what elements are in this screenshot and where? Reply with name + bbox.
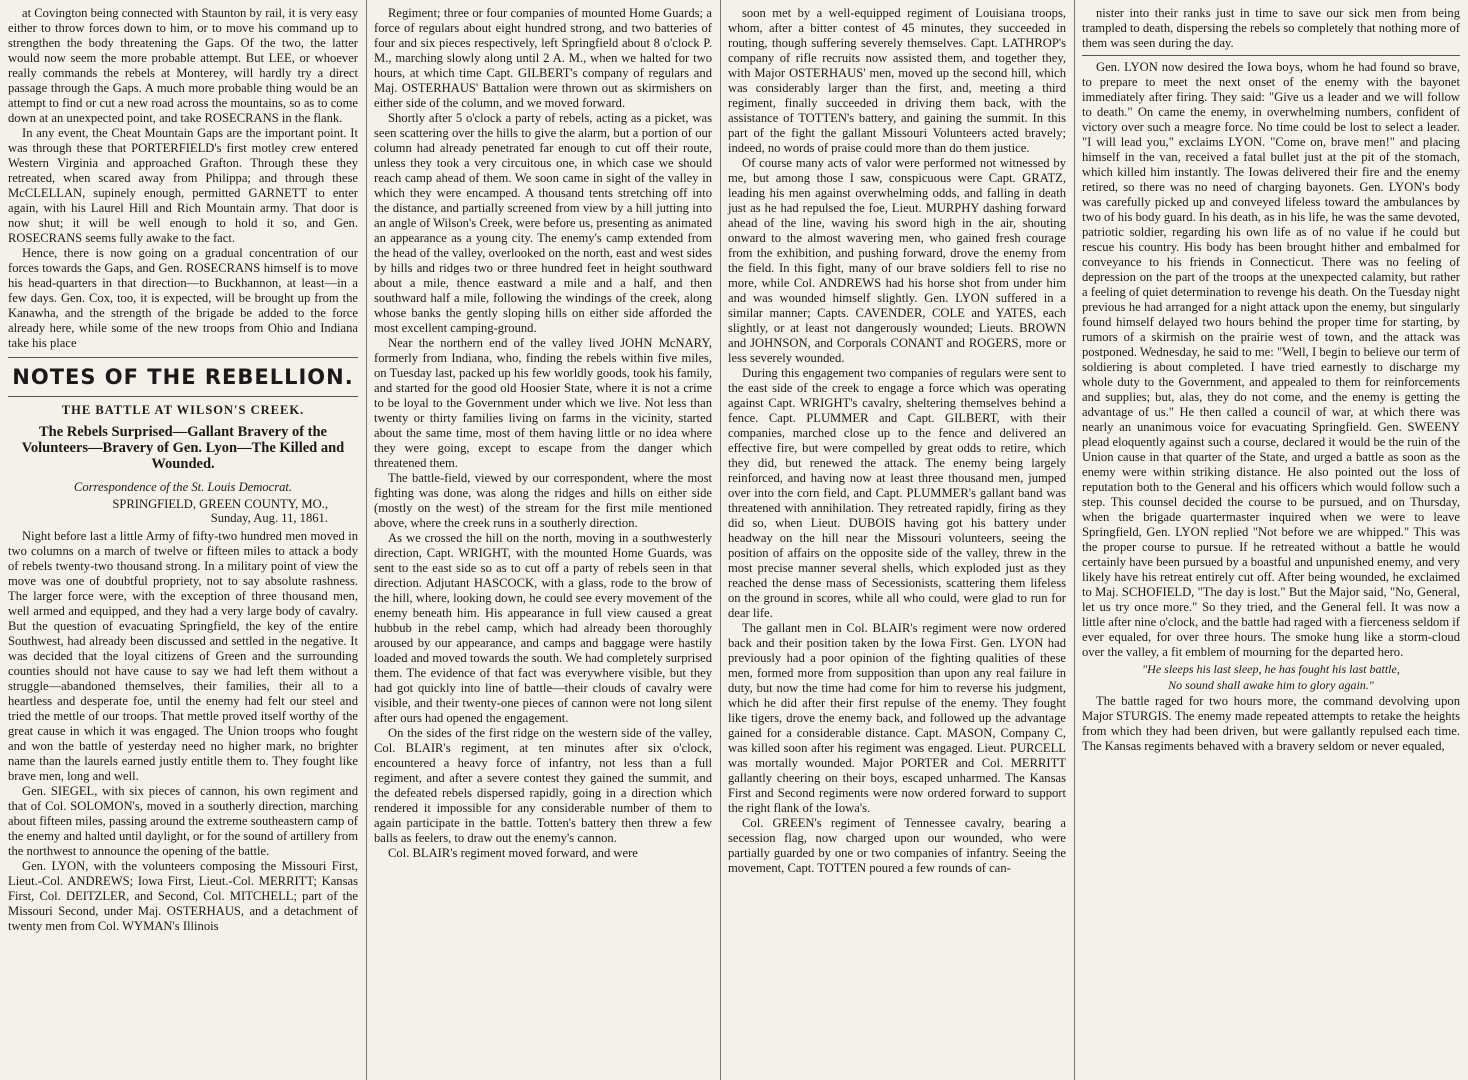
- divider: [8, 357, 358, 358]
- paragraph: Gen. SIEGEL, with six pieces of cannon, his own regiment and that of Col. SOLOMON's, moved in a southerly direction, marching about fifteen miles, passing around the extreme southeastern camp of the enemy and halted until daylight, or for the sound of artillery from the northwest to announce the opening of the battle.: [8, 784, 358, 858]
- verse-line: No sound shall awake him to glory again.": [1168, 678, 1374, 692]
- paragraph: Near the northern end of the valley lived JOHN McNARY, formerly from Indiana, who, finding the rebels within five miles, on Tuesday last, packed up his few worldly goods, took his family, and started for the good old Hoosier State, where it is not a crime to be loyal to the Government under which we live. Not less than twenty or thirty families living on farms in the vicinity, started about the same time, most of them having little or no idea where they were going, except to escape from the danger which threatened them.: [374, 336, 712, 470]
- dateline: [8, 497, 328, 525]
- column-2: [366, 0, 720, 1080]
- paragraph: nister into their ranks just in time to save our sick men from being trampled to death, dispersing the rebels so completely that nothing more of them was seen during the day.: [1082, 6, 1460, 50]
- paragraph: Of course many acts of valor were performed not witnessed by me, but among those I saw, conspicuous were Capt. GRATZ, leading his men against overwhelming odds, and falling in death just as he had repulsed the foe, Lieut. MURPHY dashing forward ahead of the line, waving his sword high in the air, shouting onward to the almost wavering men, who gained fresh courage from the exhibition, and pushing forward, drove the enemy from the field. In this fight, many of our brave soldiers fell to rise no more, while Col. ANDREWS had his horse shot from under him and was wounded himself slightly. Gen. LYON suffered in a similar manner; Capts. CAVENDER, COLE and YATES, each slightly, or at least not dangerously wounded; Lieuts. BROWN and JOHNSON, and Corporals CONANT and ROGERS, more or less severely wounded.: [728, 156, 1066, 365]
- paragraph: Shortly after 5 o'clock a party of rebels, acting as a picket, was seen scattering over the hills to give the alarm, but a portion of our column had already penetrated far enough to cut off their route, unless they took a very circuitous one, in which case we should reach camp ahead of them. We soon came in sight of the valley in which they were encamped. A thousand tents stretching off into the distance, and partially screened from view by a hill jutting into an angle of Wilson's Creek, were before us, presenting as animated an appearance as a young city. The enemy's camp extended from the head of the valley, overlooked on the north, east and west sides by hills and ridges two or three hundred feet in height southward about a mile, thence eastward a mile and a half, and then southward half a mile, following the windings of the creek, along whose banks the gently sloping hills on either side afforded the most excellent camping-ground.: [374, 111, 712, 335]
- paragraph: The battle raged for two hours more, the command devolving upon Major STURGIS. The enemy made repeated attempts to retake the heights from which they had been driven, but were gallantly repulsed each time. The Kansas regiments behaved with a bravery seldom or never equaled,: [1082, 694, 1460, 753]
- paragraph: The battle-field, viewed by our correspondent, where the most fighting was done, was along the ridges and hills on either side (mostly on the west) of the stream for the first mile mentioned above, where the creek runs in a southerly direction.: [374, 471, 712, 530]
- column-1: [0, 0, 366, 1080]
- deck-headline: The Rebels Surprised—Gallant Bravery of the Volunteers—Bravery of Gen. Lyon—The Killed and Wounded.: [21, 424, 345, 472]
- paragraph: Gen. LYON now desired the Iowa boys, whom he had found so brave, to prepare to meet the next onset of the enemy with the bayonet immediately after firing. They said: "Give us a leader and we will follow to death." On came the enemy, in overwhelming numbers, confident of victory over such a meagre force. No time could be lost to select a leader. "I will lead you," exclaims LYON. "Come on, brave men!" and placing himself in the van, received a fatal bullet just at the pit of the stomach, which killed him instantly. The Iowas delivered their fire and the enemy retired, so there was no need of charging bayonets. Gen. LYON's body was carefully picked up and conveyed lifeless toward the ambulances by two of his body guard. In his death, as in his life, he was the same devoted, patriotic soldier, regarding his own life as of no value if he could but rescue his country. His body has been brought hither and embalmed for conveyance to his friends in Connecticut. There was no feeling of depression on the part of the troops at the unexpected calamity, but rather a feeling of quiet determination to revenge his death. On the Tuesday night previous he had arranged for a night attack upon the enemy, but singularly found himself delayed two hours behind the proper time for starting, by rumors of a skirmish on the prairie west of town, and the attack was postponed. Wednesday, he said to me: "Well, I begin to believe our term of soldiering is about completed. I have tried earnestly to discharge my whole duty to the Government, and appealed to them for reinforcements and supplies; but, alas, they do not come, and the enemy is getting the advantage of us." He then called a council of war, at which there was nearly an unanimous voice for evacuating Springfield. Gen. SWEENY plead eloquently against such a course, declared it would be the ruin of the Union cause in that quarter of the State, and urged a battle as soon as the enemy were within striking distance. He also pointed out the loss of reputation both to the General and his officers which would follow such a step. This counsel decided the course to be pursued, and on Thursday, when the brigade quartermaster inquired when we were to leave Springfield, Gen. LYON replied "Not before we are whipped." This was the proper course to pursue. If he retreated without a battle he would certainly have been pursued by a boastful and unpunished enemy, and very likely have his retreat entirely cut off. After being wounded, he exclaimed to Maj. SCHOFIELD, "The day is lost." But the Major said, "No, General, let us try once more." So they tried, and the General fell. It was now a little after nine o'clock, and the battle had raged with a fierceness seldom if ever equaled, for over three hours. The smoke hung like a storm-cloud over the valley, a fit emblem of mourning for the departed hero.: [1082, 60, 1460, 659]
- paragraph: The gallant men in Col. BLAIR's regiment were now ordered back and their position taken by the Iowa First. Gen. LYON had previously had a poor opinion of the fighting qualities of these men, formed more from supposition than upon any real failure in duty, but now the time had come for him to reverse his judgment, which he did after their first repulse of the enemy. They fought like tigers, drove the enemy back, and followed up the advantage gained for a considerable distance. Capt. MASON, Company C, was killed soon after his regiment was engaged. Lieut. PURCELL was mortally wounded. Major PORTER and Col. MERRITT gallantly cheering on their boys, escaped unharmed. The Kansas First and Second regiments were now ordered forward to support the right flank of the Iowa's.: [728, 621, 1066, 815]
- paragraph: soon met by a well-equipped regiment of Louisiana troops, whom, after a bitter contest of 45 minutes, they succeeded in routing, though suffering severely themselves. Capt. LATHROP's company of rifle recruits now assisted them, and together they, with Major OSTERHAUS' men, moved up the second hill, which was considerably larger than the first, and, meeting a third regiment, finally succeeded in driving them back, with the assistance of TOTTEN's battery, and gaining the summit. In this part of the fight the gallant Missouri Volunteers acted bravely; indeed, no words of praise could more than do them justice.: [728, 6, 1066, 155]
- subheadline: THE BATTLE AT WILSON'S CREEK.: [61, 403, 305, 417]
- column-3: [720, 0, 1074, 1080]
- correspondence-line: Correspondence of the St. Louis Democrat.: [73, 480, 293, 494]
- paragraph: During this engagement two companies of regulars were sent to the east side of the creek to engage a force which was operating against Capt. WRIGHT's cavalry, sheltering themselves behind a fence. Capt. PLUMMER and Capt. GILBERT, with their companies, marched close up to the fence and delivered an effective fire, but were compelled by great odds to retire, which they did, but renewed the attack. The enemy being largely reinforced, and having now at least three thousand men, jumped over into the corn field, and Capt. PLUMMER's gallant band was threatened with annihilation. They retreated rapidly, firing as they did so, when Lieut. DUBOIS having got his battery under headway on the hill near the Missouri volunteers, seeing the position of affairs on the opposite side of the valley, threw in the most precise manner several shells, which exploded just as they reached the dense mass of Secessionists, scattering them lifeless on the ground in scores, while all who could, were glad to run for dear life.: [728, 366, 1066, 620]
- verse-line: "He sleeps his last sleep, he has fought his last battle,: [1142, 662, 1400, 676]
- paragraph: Col. GREEN's regiment of Tennessee cavalry, bearing a secession flag, now charged upon our wounded, who were partially guarded by one or two companies of infantry. Seeing the movement, Capt. TOTTEN poured a few rounds of can-: [728, 816, 1066, 875]
- paragraph: In any event, the Cheat Mountain Gaps are the important point. It was through these that PORTERFIELD's first motley crew entered Western Virginia and approached Grafton. Through these they retreated, when scared away from Philippa; and through these McCLELLAN, supinely enough, permitted GARNETT to enter again, with his Laurel Hill and Rich Mountain army. That door is now shut; it will be well enough to hold it so, and Gen. ROSECRANS seems fully awake to the fact.: [8, 126, 358, 245]
- paragraph: Gen. LYON, with the volunteers composing the Missouri First, Lieut.-Col. ANDREWS; Iowa First, Lieut.-Col. MERRITT; Kansas First, Col. DEITZLER, and Second, Col. MITCHELL; part of the Missouri Second, under Maj. OSTERHAUS, and a detachment of twenty men from Col. WYMAN's Illinois: [8, 859, 358, 933]
- column-4: [1074, 0, 1468, 1080]
- headline: NOTES OF THE REBELLION.: [12, 365, 354, 389]
- paragraph: Hence, there is now going on a gradual concentration of our forces towards the Gaps, and Gen. ROSECRANS himself is to move his head-quarters in that direction—to Buckhannon, at least—in a few days. Gen. Cox, too, it is expected, will be brought up from the Kanawha, and the strength of the brigade be added to the force already here, while some of the new troops from Ohio and Indiana take his place: [8, 246, 358, 350]
- paragraph: As we crossed the hill on the north, moving in a southwesterly direction, Capt. WRIGHT, with the mounted Home Guards, was sent to the east side so as to cut off a party of rebels seen in that direction. Adjutant HASCOCK, with a glass, rode to the brow of the hill, where, looking down, he could see every movement of the enemy beneath him. His appearance in full view caused a great hubbub in the rebel camp, which had already been thoroughly aroused by our appearance, and camps and baggage were hastily loaded and moved towards the south. We had completely surprised them. The evidence of that fact was everywhere visible, but they had got quickly into line of battle—their clouds of cavalry were visible, and their twenty-one pieces of cannon were not long silent after ours had opened the engagement.: [374, 531, 712, 725]
- paragraph: Regiment; three or four companies of mounted Home Guards; a force of regulars about eight hundred strong, and two batteries of four and six pieces respectively, left Springfield about 8 o'clock P. M., marching slowly along until 2 A. M., when we halted for two hours, at which time Capt. GILBERT's company of regulars and Maj. OSTERHAUS' Battalion were thrown out as skirmishers on either side of the column, and we moved forward.: [374, 6, 712, 110]
- paragraph: Col. BLAIR's regiment moved forward, and were: [388, 846, 638, 860]
- paragraph: Night before last a little Army of fifty-two hundred men moved in two columns on a march of twelve or fifteen miles to attack a body of rebels twenty-two thousand strong. In a military point of view the move was one of doubtful propriety, not to say absolute rashness. The larger force were, with the exception of three thousand men, well armed and equipped, and they had a very large body of cavalry. But the question of evacuating Springfield, the key of the entire Southwest, had already been discussed and settled in the negative. It was decided that the loyal citizens of Green and the surrounding counties should not have cause to say we had left them without a struggle—abandoned themselves, their families, their all to a heartless and desperate foe, until the enemy had felt our steel and tried the mettle of our troops. That mettle proved itself worthy of the great cause in which it was engaged. The Union troops who fought and won the battle of yesterday need no higher mark, no brighter name than the laurels earned justly entitle them to. They fought like brave men, long and well.: [8, 529, 358, 783]
- paragraph: at Covington being connected with Staunton by rail, it is very easy either to throw forces down to him, or to move his command up to strengthen the body threatening the Gaps. Of the two, the latter would now seem the more probable attempt. But LEE, or whoever really commands the rebels at Monterey, will hardly try a direct passage through the Gaps. A much more probable thing would be an attempt to find or cut a new road across the mountains, so as to come down at an unexpected point, and take ROSECRANS in the flank.: [8, 6, 358, 125]
- continued-clipping: [1082, 6, 1460, 56]
- dateline-place: SPRINGFIELD, GREEN COUNTY, MO.,: [112, 497, 328, 511]
- dateline-date: Sunday, Aug. 11, 1861.: [210, 511, 328, 525]
- divider: [8, 396, 358, 397]
- paragraph: On the sides of the first ridge on the western side of the valley, Col. BLAIR's regiment, at ten minutes after six o'clock, encountered a heavy force of infantry, not less than a full regiment, and after a severe contest they gained the summit, and the defeated rebels dispersed rapidly, going in a direction which rendered it impossible for any considerable number of them to again participate in the battle. Totten's battery then threw a few balls as feelers, to draw out the enemy's cannon.: [374, 726, 712, 845]
